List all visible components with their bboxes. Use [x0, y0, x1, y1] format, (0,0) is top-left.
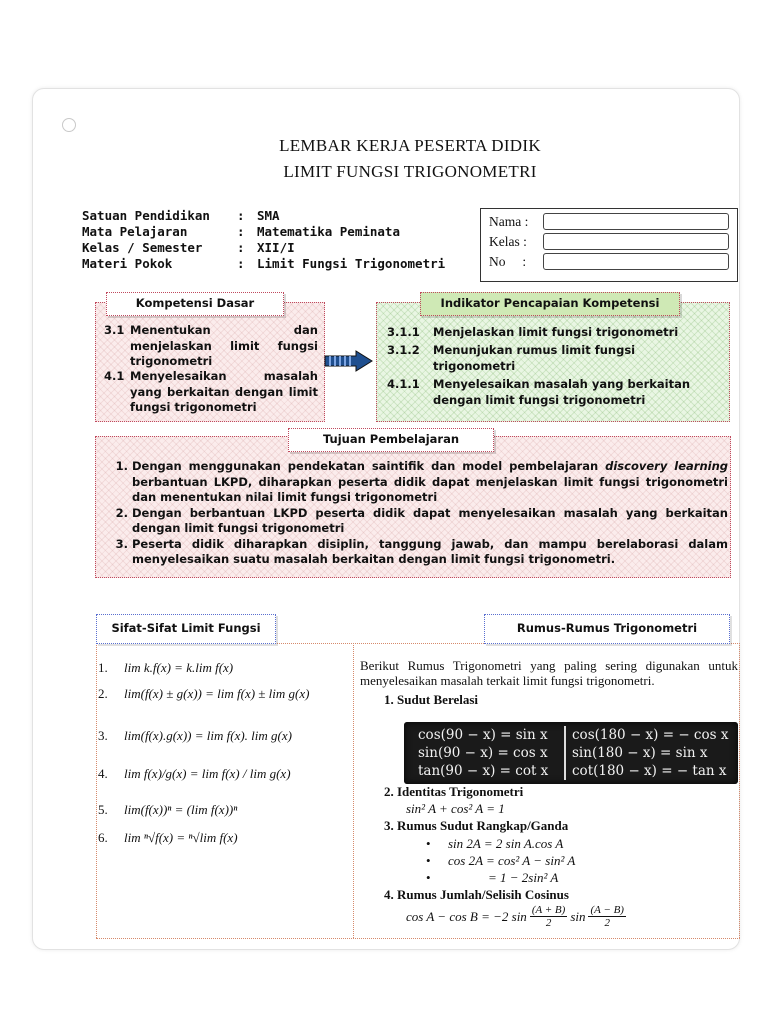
formula-part: cos A − cos B = −2 sin	[406, 909, 527, 924]
formula-row	[98, 766, 291, 782]
item-text: Menentukan dan menjelaskan limit fungsi trigonometri	[130, 323, 318, 368]
list-item	[104, 323, 318, 370]
lesson-meta	[82, 208, 445, 272]
meta-colon: :	[237, 208, 245, 223]
formula-expression: lim(f(x) ± g(x)) = lim f(x) ± lim g(x)	[124, 686, 310, 701]
formula-expression: lim(f(x).g(x)) = lim f(x). lim g(x)	[124, 728, 292, 743]
formula-number: 1.	[98, 660, 108, 675]
class-label: Kelas :	[489, 233, 527, 249]
formula-expression: lim k.f(x) = k.lim f(x)	[124, 660, 234, 675]
fraction	[530, 904, 568, 929]
item-text: cos 2A = cos² A − sin² A	[448, 853, 576, 868]
chalk-left-line: tan(90 − x) = cot x	[418, 763, 549, 779]
item-text: Menyelesaikan masalah yang berkaitan dengan limit fungsi trigonometri	[433, 377, 691, 407]
number-row	[489, 253, 729, 270]
number-label: No :	[489, 253, 527, 269]
meta-value: XII/I	[257, 240, 295, 255]
cosine-difference-formula	[406, 904, 626, 929]
worksheet-title: LEMBAR KERJA PESERTA DIDIK	[279, 136, 541, 155]
meta-value: SMA	[257, 208, 280, 223]
list-item	[132, 537, 728, 568]
meta-colon: :	[237, 240, 245, 255]
section-border-right	[739, 643, 740, 938]
rumus-intro: Berikut Rumus Trigonometri yang paling sering digunakan untuk menyelesaikan masalah terkait limit fungsi trigonometri.	[360, 658, 738, 688]
list-item	[387, 325, 715, 341]
fraction-numerator: (A + B)	[531, 904, 566, 916]
name-row	[489, 213, 729, 230]
right-arrow-icon	[324, 350, 374, 372]
list-item	[132, 459, 728, 506]
formula-expression: lim(f(x))ⁿ = (lim f(x))ⁿ	[124, 802, 238, 817]
meta-row	[82, 208, 445, 224]
sifat-limit-title: Sifat-Sifat Limit Fungsi	[96, 614, 276, 644]
meta-colon: :	[237, 224, 245, 239]
meta-row	[82, 224, 445, 240]
item-text: sin 2A = 2 sin A.cos A	[448, 836, 564, 851]
formula-number: 5.	[98, 802, 108, 817]
meta-key: Materi Pokok	[82, 256, 173, 271]
heading-jumlah-selisih: 4. Rumus Jumlah/Selisih Cosinus	[384, 887, 569, 902]
section-border-left	[96, 643, 97, 938]
number-field[interactable]	[543, 253, 729, 270]
item-number: 3.1	[104, 323, 125, 337]
bullet-icon: •	[426, 853, 431, 868]
meta-colon: :	[237, 256, 245, 271]
formula-row	[98, 728, 292, 744]
formula-row	[98, 686, 309, 702]
kompetensi-dasar-box	[95, 302, 325, 422]
meta-row	[82, 256, 445, 272]
formula-row	[98, 802, 237, 818]
item-text: Dengan berbantuan LKPD peserta didik dapat menyelesaikan masalah yang berkaitan dengan limit fungsi trigonometri	[132, 505, 728, 535]
name-label: Nama :	[489, 213, 529, 229]
meta-value: Matematika Peminata	[257, 224, 400, 239]
tujuan-list	[106, 459, 728, 568]
item-text: Menyelesaikan masalah yang berkaitan dengan limit fungsi trigonometri	[130, 369, 318, 414]
item-text: Dengan menggunakan pendekatan saintifik dan model pembelajaran	[132, 459, 606, 473]
rumus-trig-title: Rumus-Rumus Trigonometri	[484, 614, 730, 644]
list-item	[132, 506, 728, 537]
class-row	[489, 233, 729, 250]
punch-hole-circle	[62, 118, 76, 132]
item-number: 3.1.1	[387, 325, 420, 339]
formula-number: 3.	[98, 728, 108, 743]
fraction-denominator: 2	[604, 917, 610, 929]
bullet-icon: •	[426, 870, 431, 885]
column-divider	[353, 643, 354, 938]
list-item	[426, 836, 563, 852]
chalk-separator	[564, 726, 566, 780]
chalk-right-line: sin(180 − x) = sin x	[572, 745, 708, 761]
item-number: 3.1.2	[387, 343, 420, 357]
item-text: berbantuan LKPD, diharapkan peserta didik dapat menjelaskan limit fungsi trigonometri dan menentukan nilai limit fungsi trigonometri	[132, 474, 728, 504]
item-number: 4.1	[104, 369, 125, 383]
formula-row	[98, 830, 238, 846]
student-identity-box	[480, 208, 738, 282]
formula-row	[98, 660, 233, 676]
list-item	[387, 377, 715, 408]
fraction	[588, 904, 626, 929]
item-text: Menunjukan rumus limit fungsi trigonometri	[433, 343, 636, 373]
meta-value: Limit Fungsi Trigonometri	[257, 256, 446, 271]
list-item	[387, 343, 663, 374]
meta-key: Mata Pelajaran	[82, 224, 188, 239]
bullet-icon: •	[426, 836, 431, 851]
worksheet-subtitle: LIMIT FUNGSI TRIGONOMETRI	[283, 162, 537, 181]
item-number: 4.1.1	[387, 377, 420, 391]
class-field[interactable]	[543, 233, 729, 250]
item-text: Peserta didik diharapkan disiplin, tanggung jawab, dan mampu berelaborasi dalam menyelesaikan suatu masalah berkaitan dengan limit fungsi trigonometri.	[132, 536, 728, 566]
chalk-right-line: cos(180 − x) = − cos x	[572, 727, 729, 743]
tujuan-box	[95, 436, 731, 578]
item-text: = 1 − 2sin² A	[488, 870, 559, 885]
fraction-numerator: (A − B)	[590, 904, 624, 916]
chalk-left-line: cos(90 − x) = sin x	[418, 727, 548, 743]
formula-expression: lim ⁿ√f(x) = ⁿ√lim f(x)	[124, 830, 238, 845]
section-border-bottom	[96, 938, 740, 939]
item-text: Menjelaskan limit fungsi trigonometri	[433, 325, 679, 339]
chalk-left-line: sin(90 − x) = cos x	[418, 745, 548, 761]
list-item	[426, 870, 558, 886]
meta-key: Kelas / Semester	[82, 240, 203, 255]
kompetensi-dasar-title: Kompetensi Dasar	[106, 292, 284, 316]
meta-row	[82, 240, 445, 256]
chalkboard-formulas	[404, 722, 738, 784]
tujuan-title: Tujuan Pembelajaran	[288, 428, 494, 452]
heading-sudut-rangkap: 3. Rumus Sudut Rangkap/Ganda	[384, 818, 569, 833]
list-item	[426, 853, 575, 869]
formula-number: 2.	[98, 686, 108, 701]
name-field[interactable]	[543, 213, 729, 230]
formula-number: 4.	[98, 766, 108, 781]
item-emphasis: discovery learning	[605, 459, 729, 473]
indikator-title: Indikator Pencapaian Kompetensi	[420, 292, 680, 316]
chalk-right-line: cot(180 − x) = − tan x	[572, 763, 727, 779]
identitas-formula: sin² A + cos² A = 1	[406, 801, 505, 816]
indikator-box	[376, 302, 730, 422]
heading-sudut-berelasi: 1. Sudut Berelasi	[384, 692, 479, 707]
heading-identitas: 2. Identitas Trigonometri	[384, 784, 524, 799]
meta-key: Satuan Pendidikan	[82, 208, 210, 223]
list-item	[104, 369, 318, 416]
formula-part: sin	[570, 909, 586, 924]
formula-number: 6.	[98, 830, 108, 845]
formula-expression: lim f(x)/g(x) = lim f(x) / lim g(x)	[124, 766, 291, 781]
fraction-denominator: 2	[545, 917, 552, 929]
